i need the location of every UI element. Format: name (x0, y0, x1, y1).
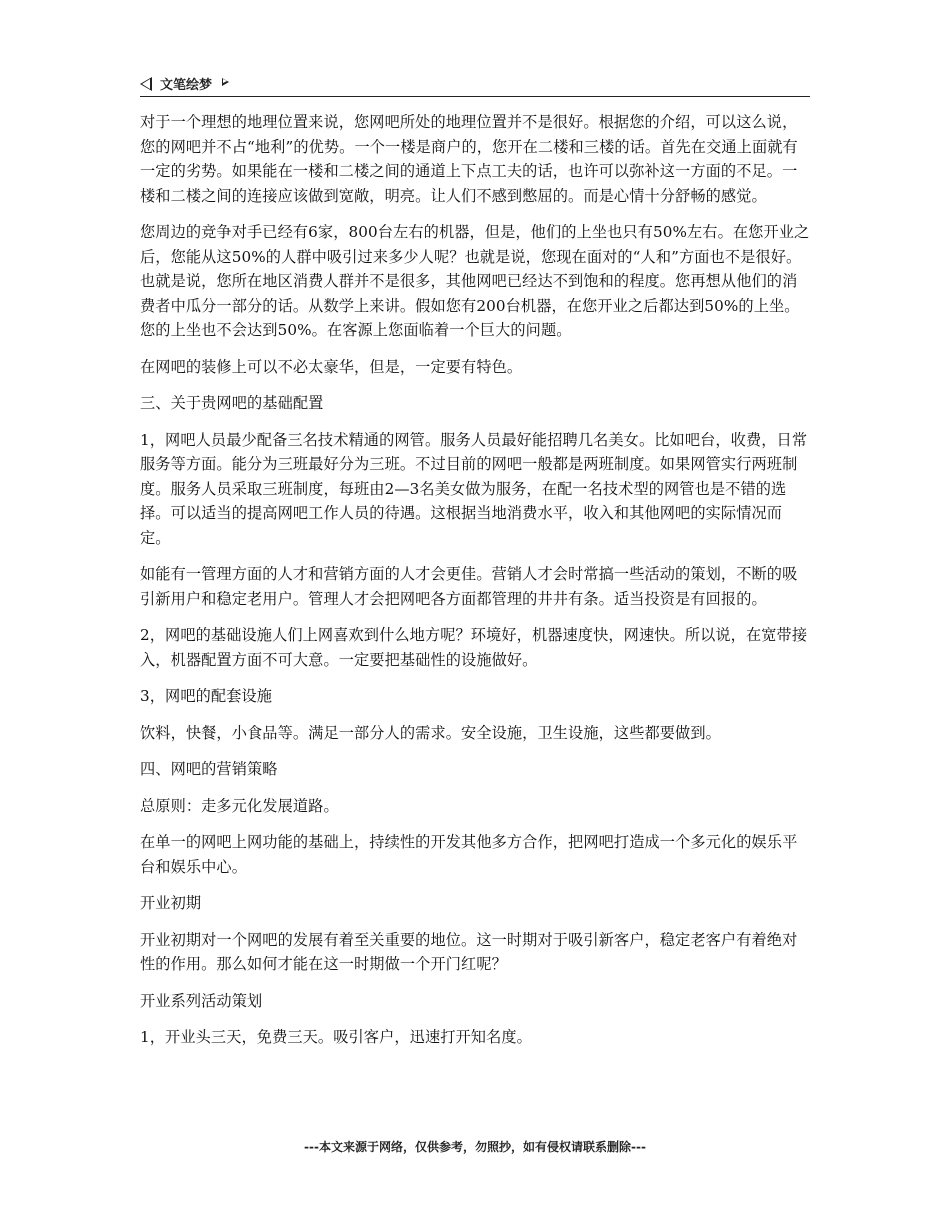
section-heading-marketing: 四、网吧的营销策略 (140, 760, 278, 778)
paragraph-location: 对于一个理想的地理位置来说，您网吧所处的地理位置并不是很好。根据您的介绍，可以这么说，您的网吧并不占“地利”的优势。一个一楼是商户的，您开在二楼和三楼的话。首先在交通上面就有一定的劣势。如果能在一楼和二楼之间的通道上下点工夫的话，也许可以弥补这一方面的不足。一楼和二楼之间的连接应该做到宽敞，明亮。让人们不感到憋屈的。而是心情十分舒畅的感觉。 (140, 113, 798, 205)
subheading-opening-period: 开业初期 (140, 894, 202, 912)
subheading-opening-events: 开业系列活动策划 (140, 991, 263, 1010)
section-heading-configuration: 三、关于贵网吧的基础配置 (140, 394, 324, 412)
document-body (140, 110, 812, 1062)
paragraph-infrastructure: 2，网吧的基础设施人们上网喜欢到什么地方呢？环境好，机器速度快，网速快。所以说，在宽带接入，机器配置方面不可大意。一定要把基础性的设施做好。 (140, 626, 808, 669)
header-brand (140, 74, 229, 93)
page-header (140, 72, 810, 97)
paragraph-principle: 总原则：走多元化发展道路。 (140, 796, 339, 815)
paragraph-facilities: 饮料，快餐，小食品等。满足一部分人的需求。安全设施，卫生设施，这些都要做到。 (140, 723, 721, 742)
paragraph-talent: 如能有一管理方面的人才和营销方面的人才会更佳。营销人才会时常搞一些活动的策划，不断的吸引新用户和稳定老用户。管理人才会把网吧各方面都管理的井井有条。适当投资是有回报的。 (140, 565, 798, 608)
paragraph-staffing: 1，网吧人员最少配备三名技术精通的网管。服务人员最好能招聘几名美女。比如吧台，收费，日常服务等方面。能分为三班最好分为三班。不过目前的网吧一般都是两班制度。如果网管实行两班制度。服务人员采取三班制度，每班由2—3名美女做为服务，在配一名技术型的网管也是不错的选择。可以适当的提高网吧工作人员的待遇。这根据当地消费水平，收入和其他网吧的实际情况而定。 (140, 430, 808, 547)
header-title: 文笔绘梦 (160, 78, 213, 93)
footer-notice: ---本文来源于网络，仅供参考，勿照抄，如有侵权请联系删除--- (304, 1140, 646, 1154)
triangle-left-icon (140, 77, 152, 91)
paragraph-competition: 您周边的竞争对手已经有6家，800台左右的机器，但是，他们的上坐也只有50%左右。在您开业之后，您能从这50%的人群中吸引过来多少人呢？也就是说，您现在面对的“人和”方面也不是很好。也就是说，您所在地区消费人群并不是很多，其他网吧已经达不到饱和的程度。您再想从他们的消费者中瓜分一部分的话。从数学上来讲。假如您有200台机器，在您开业之后都达到50%的上坐。您的上坐也不会达到50%。在客源上您面临着一个巨大的问题。 (140, 223, 810, 339)
paragraph-free-days: 1，开业头三天，免费三天。吸引客户，迅速打开知名度。 (140, 1028, 532, 1046)
paragraph-diversification: 在单一的网吧上网功能的基础上，持续性的开发其他多方合作，把网吧打造成一个多元化的娱乐平台和娱乐中心。 (140, 833, 798, 876)
triangle-right-icon (222, 78, 229, 86)
paragraph-decoration: 在网吧的装修上可以不必太豪华，但是，一定要有特色。 (140, 357, 523, 376)
subheading-facilities: 3，网吧的配套设施 (140, 687, 273, 705)
paragraph-opening-period: 开业初期对一个网吧的发展有着至关重要的地位。这一时期对于吸引新客户，稳定老客户有着绝对性的作用。那么如何才能在这一时期做一个开门红呢？ (140, 930, 798, 973)
